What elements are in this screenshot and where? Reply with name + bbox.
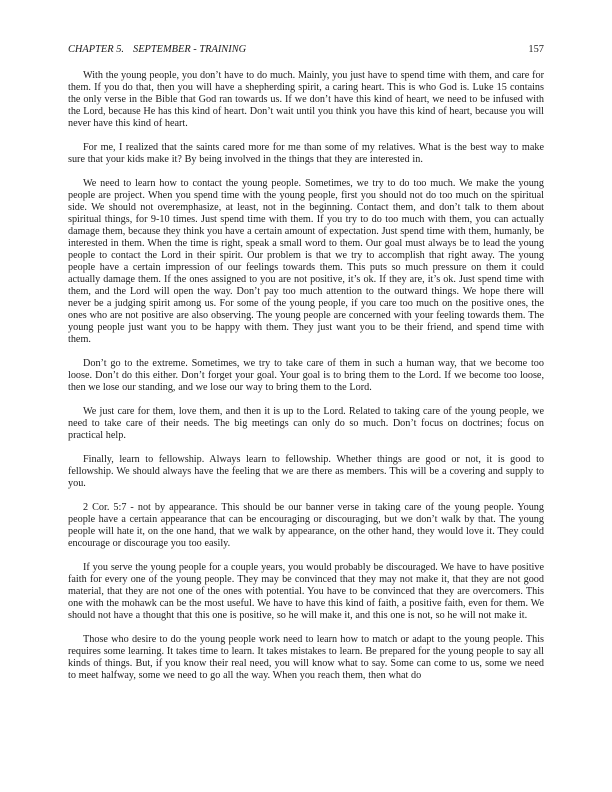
paragraph-5: We just care for them, love them, and then it is up to the Lord. Related to taking care of the young people, we need to take care of their needs. The big meetings can only do so much. Don’t focus on doctrines; focus on practical help. bbox=[68, 406, 544, 441]
paragraph-9: Those who desire to do the young people work need to learn how to match or adapt to the young people. This requires some learning. It takes time to learn. It takes mistakes to learn. Be prepared for the young people to say all kinds of things. But, if you know their real need, you will know what to say. Some can come to us, some we need to meet halfway, some we need to go all the way. When you reach them, then what do bbox=[68, 634, 544, 681]
paragraph-4: Don’t go to the extreme. Sometimes, we try to take care of them in such a human way, that we become too loose. Don’t do this either. Don’t forget your goal. Your goal is to bring them to the Lord. If we become too loose, then we lose our standing, and we lose our way to bring them to the Lord. bbox=[68, 358, 544, 393]
paragraph-3: We need to learn how to contact the young people. Sometimes, we try to do too much. We make the young people are project. When you spend time with the young people, first you should not do too much on the spiritual side. We should not overemphasize, at least, not in the beginning. Contact them, and don’t talk to them about spiritual things, for 9-10 times. Just spend time with them. If you try to do too much with them, you can actually damage them, because they think you have a certain amount of expectation. Just spend time with them, humanly, be interested in them. When the time is right, speak a small word to them. Our goal must always be to lead the young people to contact the Lord in their spirit. Our problem is that we try to accomplish that right away. The young people have a certain impression of our feelings towards them. This puts so much pressure on them it could actually damage them. If the ones assigned to you are not positive, it’s ok. If they are, it’s ok. Just spend time with them, and the Lord will open the way. Don’t pay too much attention to the outward things. We hope there will never be a judging spirit among us. For some of the young people, if you care too much on the positive ones, the ones who are not positive are also observing. The young people are concerned with your feeling towards them. The young people just want you to be happy with them. They just want you to be their friend, and spend time with them. bbox=[68, 178, 544, 345]
page-body bbox=[68, 70, 544, 694]
paragraph-1: With the young people, you don’t have to do much. Mainly, you just have to spend time with them, and care for them. If you do that, then you will have a shepherding spirit, a caring heart. This is who God is. Luke 15 contains the only verse in the Bible that God ran towards us. If we don’t have this kind of heart, we need to be infused with the Lord, because He has this kind of heart. Don’t wait until you think you have this kind of heart, because you will never have this kind of heart. bbox=[68, 70, 544, 129]
running-header bbox=[68, 44, 544, 56]
paragraph-2: For me, I realized that the saints cared more for me than some of my relatives. What is the best way to make sure that your kids make it? By being involved in the things that they are interested in. bbox=[68, 142, 544, 165]
chapter-number: CHAPTER 5. bbox=[68, 44, 124, 55]
chapter-heading bbox=[68, 44, 246, 56]
paragraph-7: 2 Cor. 5:7 - not by appearance. This should be our banner verse in taking care of the young people. Young people have a certain appearance that can be encouraging or discouraging, but we don’t walk by that. The young people will hate it, on the one hand, that we walk by appearance, on the other hand, they would love it. They could encourage or discourage you too easily. bbox=[68, 502, 544, 549]
paragraph-6: Finally, learn to fellowship. Always learn to fellowship. Whether things are good or not, it is good to fellowship. We should always have the feeling that we are there as members. This will be a covering and supply to you. bbox=[68, 454, 544, 489]
page-number: 157 bbox=[528, 44, 544, 55]
paragraph-8: If you serve the young people for a couple years, you would probably be discouraged. We have to have positive faith for every one of the young people. They may be convinced that they may not make it, that they are not good material, that they are not one of the ones with potential. You have to be convinced that they are overcomers. This one with the mohawk can be the most useful. We have to have this kind of faith, a positive faith, even for them. We should not have a thought that this one is positive, so he will make it, and this one is not, so he will not make it. bbox=[68, 562, 544, 621]
chapter-title: SEPTEMBER - TRAINING bbox=[133, 44, 247, 55]
